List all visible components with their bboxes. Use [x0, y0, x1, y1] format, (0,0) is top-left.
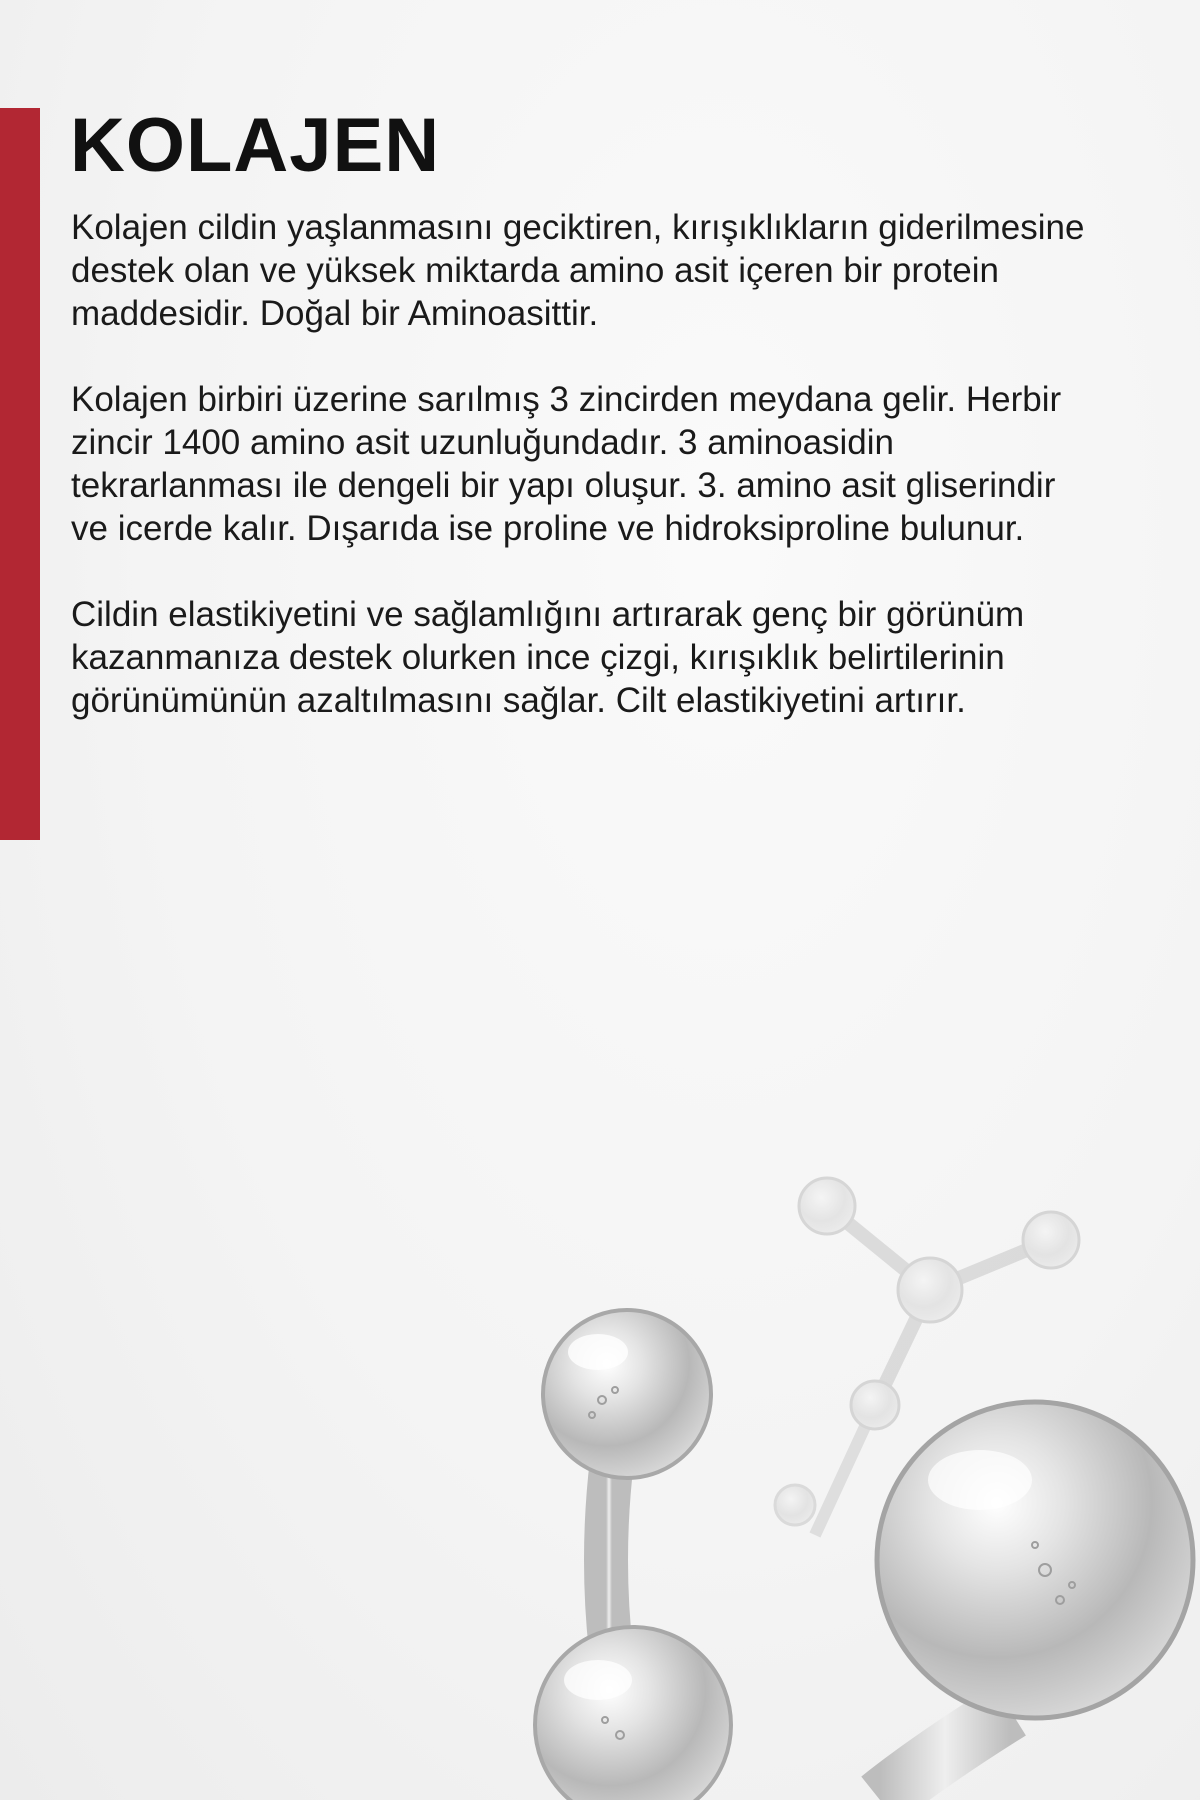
paragraph-intro: Kolajen cildin yaşlanmasını geciktiren, kırışıklıkların giderilmesine destek olan ve yüksek miktarda amino asit içeren bir protein maddesidir. Doğal bir Aminoasittir. [71, 208, 1085, 333]
paragraph-benefits: Cildin elastikiyetini ve sağlamlığını artırarak genç bir görünüm kazanmanıza destek olurken ince çizgi, kırışıklık belirtilerinin görünümünün azaltılmasını sağlar. Cilt elastikiyetini artırır. [71, 595, 1025, 720]
page-title: KOLAJEN [70, 103, 441, 188]
paragraph-structure: Kolajen birbiri üzerine sarılmış 3 zincirden meydana gelir. Herbir zincir 1400 amino asit uzunluğundadır. 3 aminoasidin tekrarlanması ile dengeli bir yapı oluşur. 3. amino asit gliserindir ve icerde kalır. Dışarıda ise proline ve hidroksiproline bulunur. [71, 380, 1062, 548]
